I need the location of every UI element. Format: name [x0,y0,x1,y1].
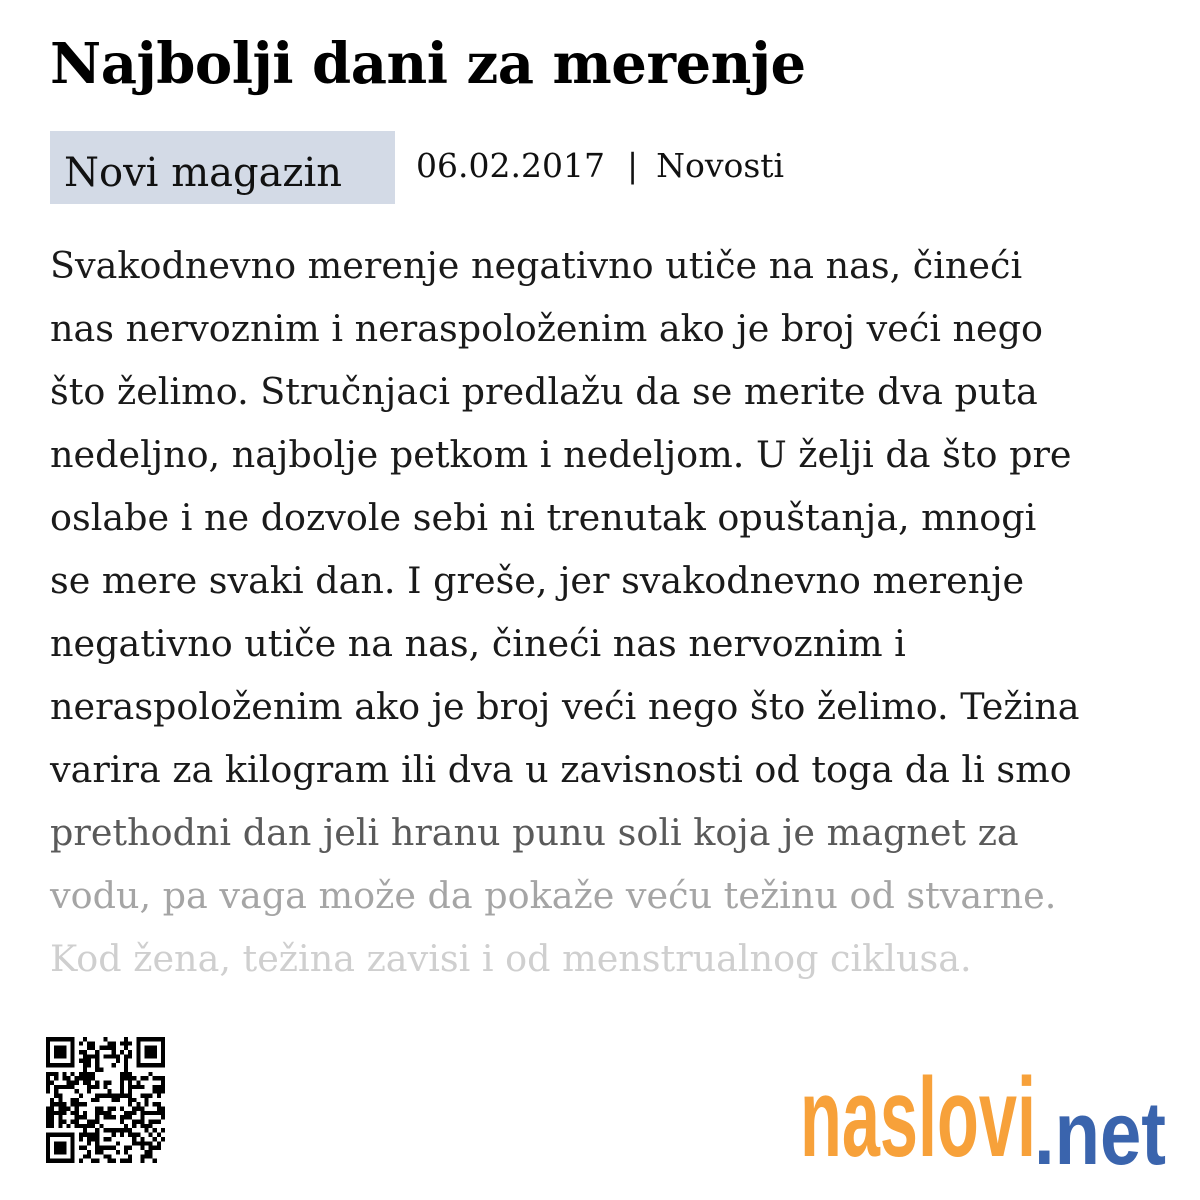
article-line: se mere svaki dan. I greše, jer svakodnevno merenje [50,559,1025,602]
meta-separator: | [626,146,639,185]
article-line: što želimo. Stručnjaci predlažu da se merite dva puta [50,370,1038,413]
source-badge[interactable]: Novi magazin [50,131,395,204]
article-line: Kod žena, težina zavisi i od menstrualnog ciklusa. [50,937,972,980]
article-line: negativno utiče na nas, čineći nas nervoznim i [50,622,906,665]
article-body [50,234,1170,990]
article-date: 06.02.2017 [416,146,605,185]
article-line: varira za kilogram ili dva u zavisnosti od toga da li smo [50,748,1072,791]
article-line: neraspoloženim ako je broj veći nego što želimo. Težina [50,685,1080,728]
article-line: prethodni dan jeli hranu punu soli koja je magnet za [50,811,1019,854]
site-logo[interactable] [800,1068,1168,1168]
article-title: Najbolji dani za merenje [50,31,806,97]
article-line: oslabe i ne dozvole sebi ni trenutak opuštanja, mnogi [50,496,1037,539]
article-category[interactable]: Novosti [656,146,785,185]
article-line: nedeljno, najbolje petkom i nedeljom. U želji da što pre [50,433,1072,476]
article-line: Svakodnevno merenje negativno utiče na nas, čineći [50,244,1023,287]
logo-suffix-text: .net [1034,1084,1166,1168]
date-category [416,131,784,201]
logo-main-text: naslovi [800,1068,1036,1168]
article-meta [50,131,784,204]
article-line: vodu, pa vaga može da pokaže veću težinu od stvarne. [50,874,1057,917]
article-line: nas nervoznim i neraspoloženim ako je broj veći nego [50,307,1043,350]
qr-code-icon[interactable] [46,1037,165,1163]
